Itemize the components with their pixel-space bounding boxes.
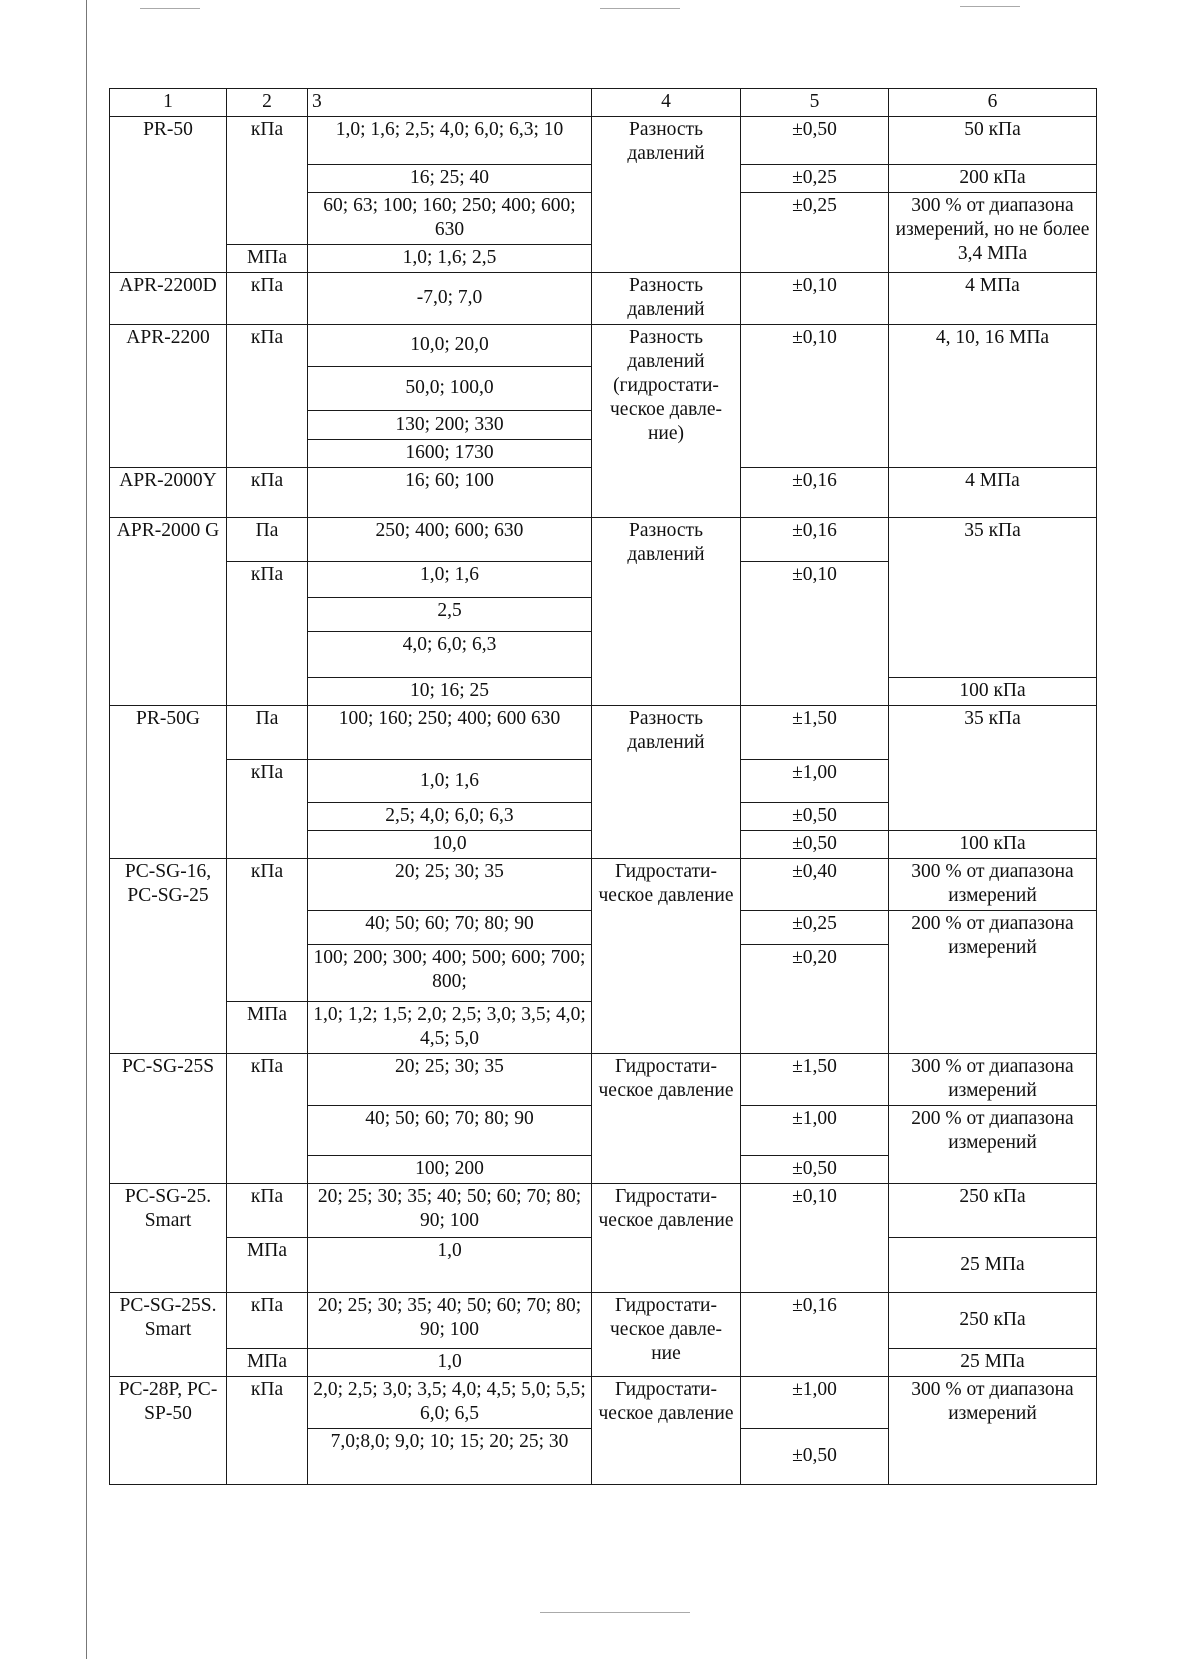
table-row xyxy=(110,1054,1097,1106)
range-cell: 40; 50; 60; 70; 80; 90 xyxy=(308,1106,592,1156)
overload-cell: 300 % от диапазона измерений xyxy=(889,1054,1097,1106)
header-cell: 1 xyxy=(110,89,227,117)
overload-cell: 50 кПа xyxy=(889,117,1097,165)
range-cell: 250; 400; 600; 630 xyxy=(308,518,592,562)
range-cell: 60; 63; 100; 160; 250; 400; 600; 630 xyxy=(308,193,592,245)
range-cell: 1600; 1730 xyxy=(308,440,592,468)
unit-cell: кПа xyxy=(227,1293,308,1349)
unit-cell: кПа xyxy=(227,117,308,245)
unit-cell: МПа xyxy=(227,1349,308,1377)
pressure-type-cell: Гидростати-ческое давление xyxy=(592,859,741,1054)
error-cell: ±0,50 xyxy=(741,831,889,859)
scan-speck xyxy=(600,8,680,9)
unit-cell: кПа xyxy=(227,468,308,518)
table-row xyxy=(110,706,1097,760)
pressure-type-cell: Гидростати-ческое давление xyxy=(592,1054,741,1184)
range-cell: 1,0; 1,6 xyxy=(308,760,592,803)
pressure-type-cell: Гидростати-ческое давление xyxy=(592,1377,741,1485)
error-cell: ±0,25 xyxy=(741,165,889,193)
overload-cell: 200 % от диапазона измерений xyxy=(889,911,1097,1054)
overload-cell: 100 кПа xyxy=(889,678,1097,706)
model-cell: APR-2000Y xyxy=(110,468,227,518)
unit-cell: кПа xyxy=(227,325,308,468)
table-row xyxy=(110,117,1097,165)
overload-cell: 200 % от диапазона измерений xyxy=(889,1106,1097,1184)
header-cell: 6 xyxy=(889,89,1097,117)
error-cell: ±0,10 xyxy=(741,325,889,468)
error-cell: ±1,50 xyxy=(741,1054,889,1106)
unit-cell: МПа xyxy=(227,1238,308,1293)
overload-cell: 250 кПа xyxy=(889,1184,1097,1238)
range-cell: 20; 25; 30; 35; 40; 50; 60; 70; 80; 90; 100 xyxy=(308,1293,592,1349)
range-cell: 130; 200; 330 xyxy=(308,411,592,440)
pressure-type-cell: Разность давлений xyxy=(592,518,741,706)
overload-cell: 25 МПа xyxy=(889,1349,1097,1377)
overload-cell: 100 кПа xyxy=(889,831,1097,859)
table-header-row xyxy=(110,89,1097,117)
error-cell: ±0,25 xyxy=(741,193,889,273)
model-cell: PR-50G xyxy=(110,706,227,859)
table-row xyxy=(110,518,1097,562)
range-cell: 1,0; 1,6; 2,5; 4,0; 6,0; 6,3; 10 xyxy=(308,117,592,165)
error-cell: ±0,50 xyxy=(741,1156,889,1184)
range-cell: 1,0; 1,2; 1,5; 2,0; 2,5; 3,0; 3,5; 4,0; 4,5; 5,0 xyxy=(308,1002,592,1054)
header-cell: 3 xyxy=(308,89,592,117)
error-cell: ±0,16 xyxy=(741,1293,889,1377)
range-cell: 10; 16; 25 xyxy=(308,678,592,706)
unit-cell: кПа xyxy=(227,859,308,1002)
table-row xyxy=(110,273,1097,325)
range-cell: 20; 25; 30; 35; 40; 50; 60; 70; 80; 90; 100 xyxy=(308,1184,592,1238)
error-cell: ±0,10 xyxy=(741,562,889,706)
unit-cell: кПа xyxy=(227,1377,308,1485)
range-cell: 1,0 xyxy=(308,1349,592,1377)
error-cell: ±0,16 xyxy=(741,468,889,518)
range-cell: 1,0; 1,6; 2,5 xyxy=(308,245,592,273)
header-cell: 5 xyxy=(741,89,889,117)
unit-cell: кПа xyxy=(227,562,308,706)
range-cell: 1,0; 1,6 xyxy=(308,562,592,598)
unit-cell: кПа xyxy=(227,760,308,859)
error-cell: ±1,00 xyxy=(741,760,889,803)
range-cell: 10,0; 20,0 xyxy=(308,325,592,367)
scan-speck xyxy=(540,1612,690,1613)
range-cell: 1,0 xyxy=(308,1238,592,1293)
table-row xyxy=(110,859,1097,911)
overload-cell: 25 МПа xyxy=(889,1238,1097,1293)
range-cell: 100; 200; 300; 400; 500; 600; 700; 800; xyxy=(308,945,592,1002)
range-cell: 20; 25; 30; 35 xyxy=(308,859,592,911)
error-cell: ±0,50 xyxy=(741,1429,889,1485)
range-cell: 16; 60; 100 xyxy=(308,468,592,518)
range-cell: 2,0; 2,5; 3,0; 3,5; 4,0; 4,5; 5,0; 5,5; 6,0; 6,5 xyxy=(308,1377,592,1429)
pressure-type-cell: Разность давлений xyxy=(592,117,741,273)
overload-cell: 4 МПа xyxy=(889,468,1097,518)
model-cell: APR-2000 G xyxy=(110,518,227,706)
model-cell: PR-50 xyxy=(110,117,227,273)
unit-cell: кПа xyxy=(227,1054,308,1184)
error-cell: ±1,00 xyxy=(741,1106,889,1156)
error-cell: ±0,20 xyxy=(741,945,889,1054)
unit-cell: МПа xyxy=(227,1002,308,1054)
error-cell: ±0,50 xyxy=(741,803,889,831)
model-cell: PC-SG-25S xyxy=(110,1054,227,1184)
range-cell: 2,5; 4,0; 6,0; 6,3 xyxy=(308,803,592,831)
range-cell: 10,0 xyxy=(308,831,592,859)
range-cell: -7,0; 7,0 xyxy=(308,273,592,325)
model-cell: APR-2200 xyxy=(110,325,227,468)
unit-cell: кПа xyxy=(227,273,308,325)
scan-speck xyxy=(140,8,200,9)
overload-cell: 35 кПа xyxy=(889,706,1097,831)
table-row xyxy=(110,1293,1097,1349)
model-cell: PC-28P, PC-SP-50 xyxy=(110,1377,227,1485)
table-row xyxy=(110,1184,1097,1238)
unit-cell: Па xyxy=(227,518,308,562)
pressure-type-cell: Гидростати-ческое давле-ние xyxy=(592,1293,741,1377)
model-cell: PC-SG-16, PC-SG-25 xyxy=(110,859,227,1054)
error-cell: ±0,40 xyxy=(741,859,889,911)
header-cell: 4 xyxy=(592,89,741,117)
pressure-type-cell: Разность давлений xyxy=(592,706,741,859)
range-cell: 16; 25; 40 xyxy=(308,165,592,193)
model-cell: APR-2200D xyxy=(110,273,227,325)
error-cell: ±0,10 xyxy=(741,273,889,325)
table-row xyxy=(110,325,1097,367)
overload-cell: 35 кПа xyxy=(889,518,1097,678)
unit-cell: Па xyxy=(227,706,308,760)
table-row xyxy=(110,1377,1097,1429)
range-cell: 40; 50; 60; 70; 80; 90 xyxy=(308,911,592,945)
overload-cell: 4, 10, 16 МПа xyxy=(889,325,1097,468)
error-cell: ±0,50 xyxy=(741,117,889,165)
overload-cell: 300 % от диапазона измерений, но не более 3,4 МПа xyxy=(889,193,1097,273)
overload-cell: 250 кПа xyxy=(889,1293,1097,1349)
pressure-type-cell: Разность давлений xyxy=(592,273,741,325)
model-cell: PC-SG-25. Smart xyxy=(110,1184,227,1293)
range-cell: 7,0;8,0; 9,0; 10; 15; 20; 25; 30 xyxy=(308,1429,592,1485)
overload-cell: 4 МПа xyxy=(889,273,1097,325)
error-cell: ±0,25 xyxy=(741,911,889,945)
overload-cell: 300 % от диапазона измерений xyxy=(889,1377,1097,1485)
error-cell: ±1,00 xyxy=(741,1377,889,1429)
scan-speck xyxy=(960,6,1020,7)
specification-table xyxy=(109,88,1097,1485)
pressure-type-cell: Разность давлений (гидростати-ческое давле-ние) xyxy=(592,325,741,518)
range-cell: 4,0; 6,0; 6,3 xyxy=(308,632,592,678)
pressure-type-cell: Гидростати-ческое давление xyxy=(592,1184,741,1293)
unit-cell: кПа xyxy=(227,1184,308,1238)
range-cell: 2,5 xyxy=(308,598,592,632)
header-cell: 2 xyxy=(227,89,308,117)
range-cell: 100; 200 xyxy=(308,1156,592,1184)
error-cell: ±0,16 xyxy=(741,518,889,562)
range-cell: 50,0; 100,0 xyxy=(308,367,592,411)
error-cell: ±1,50 xyxy=(741,706,889,760)
scan-margin-line xyxy=(86,0,87,1659)
overload-cell: 300 % от диапазона измерений xyxy=(889,859,1097,911)
overload-cell: 200 кПа xyxy=(889,165,1097,193)
unit-cell: МПа xyxy=(227,245,308,273)
model-cell: PC-SG-25S. Smart xyxy=(110,1293,227,1377)
range-cell: 20; 25; 30; 35 xyxy=(308,1054,592,1106)
error-cell: ±0,10 xyxy=(741,1184,889,1293)
range-cell: 100; 160; 250; 400; 600 630 xyxy=(308,706,592,760)
